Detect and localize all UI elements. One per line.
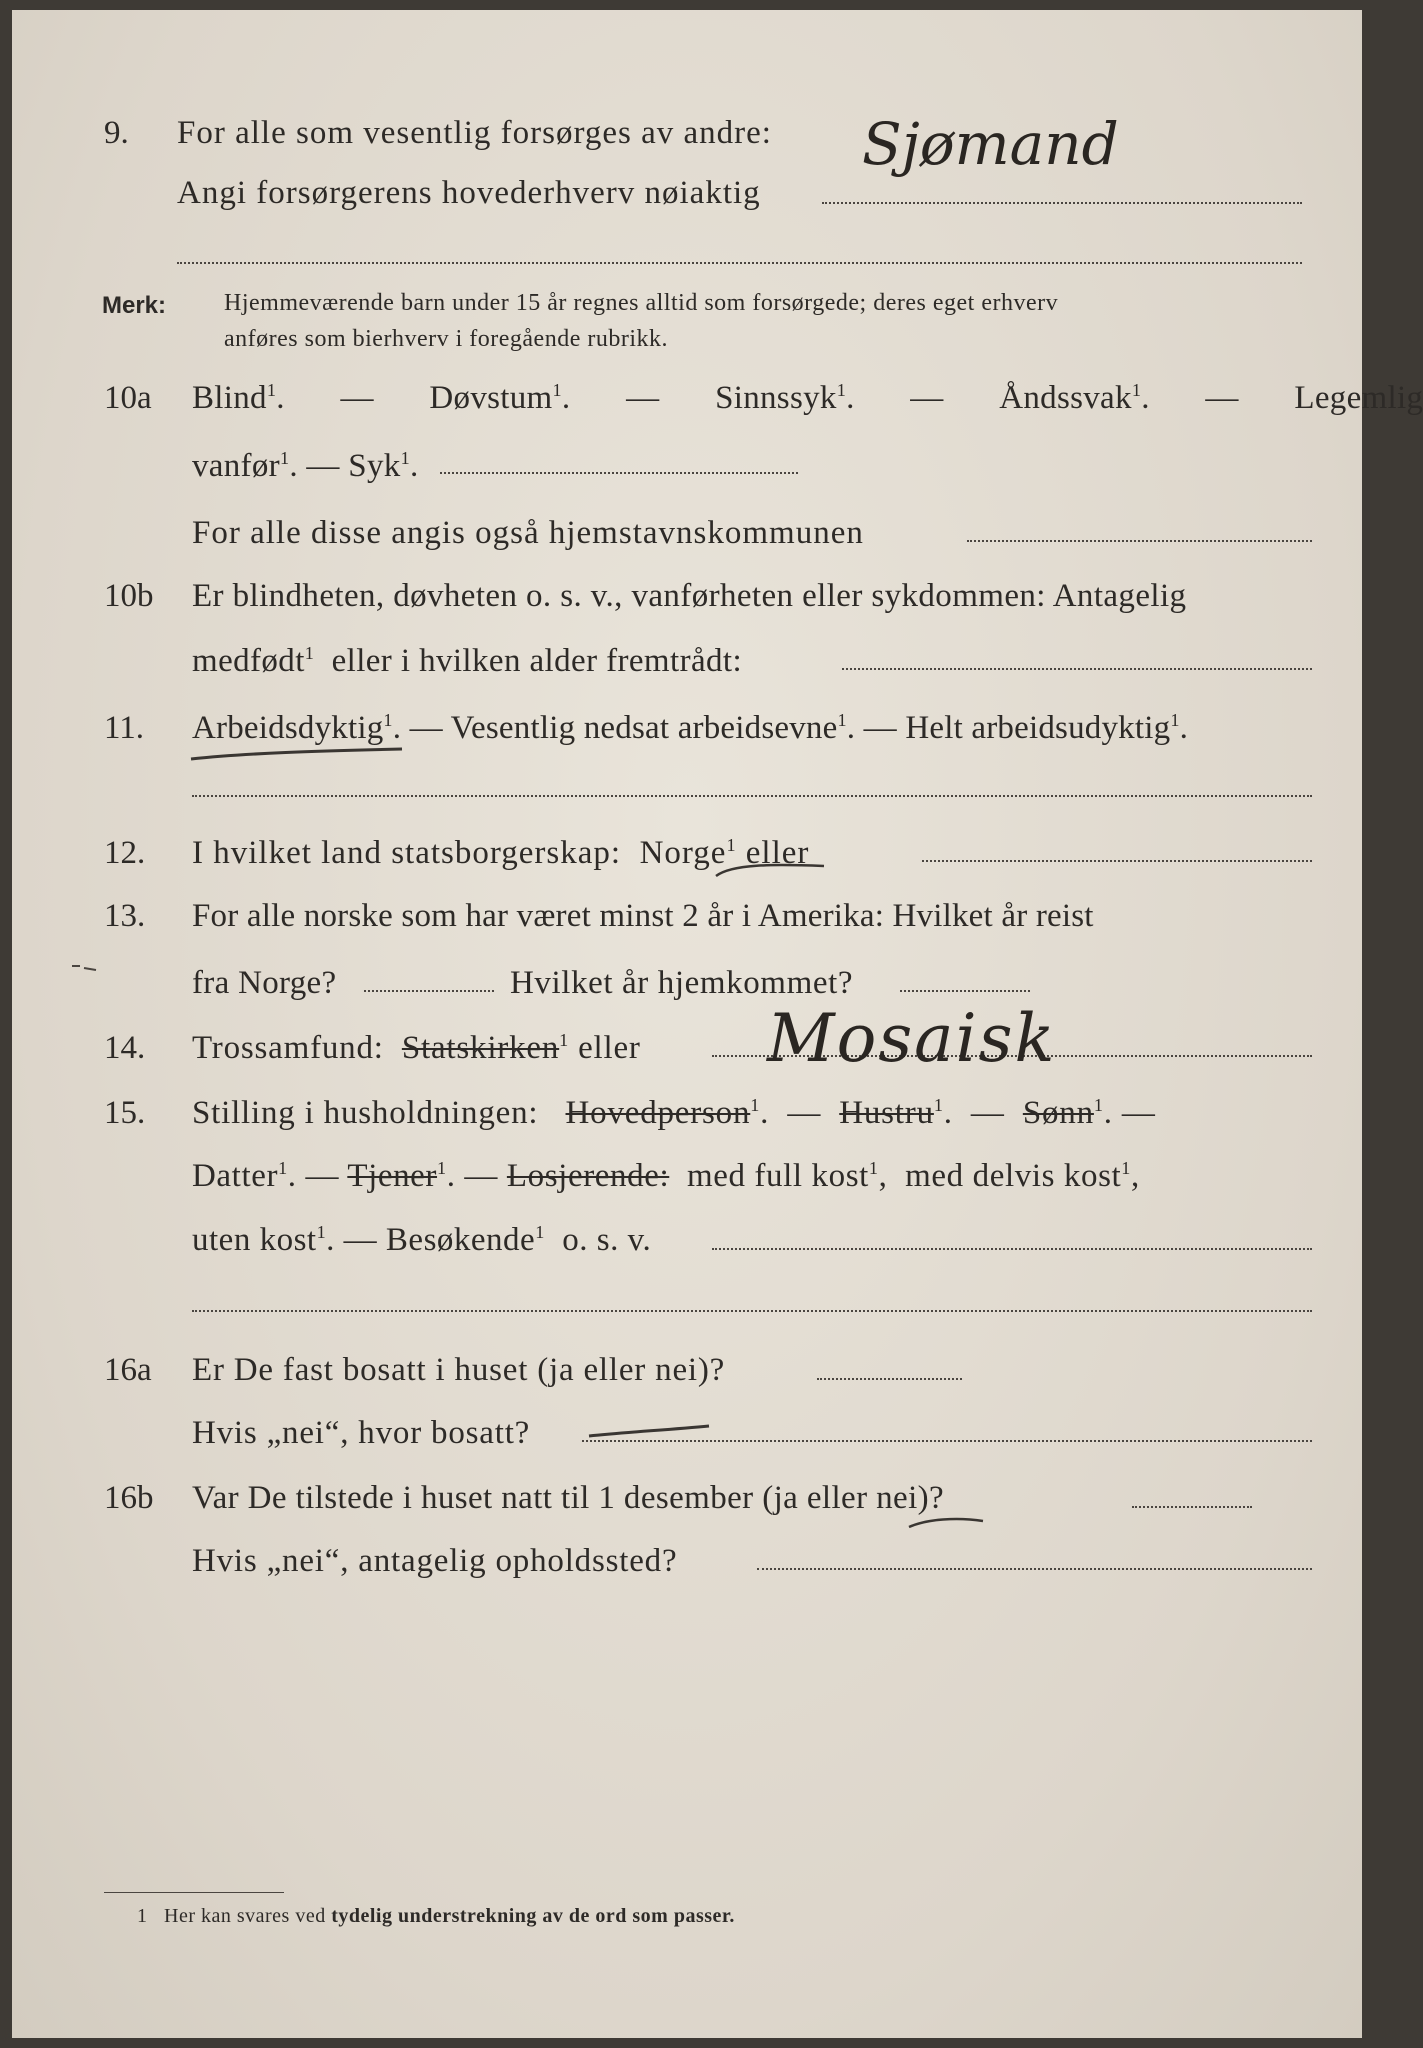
hovedperson-option: Hovedperson — [565, 1095, 751, 1131]
q9-extra-line — [177, 262, 1302, 264]
q16b-line1: Var De tilstede i huset natt til 1 desember (ja eller nei)? — [192, 1480, 945, 1516]
q16a-line2: Hvis „nei“, hvor bosatt? — [192, 1415, 531, 1451]
sonn-option: Sønn — [1022, 1095, 1094, 1131]
blind-option: Blind — [192, 380, 267, 416]
norge-underline — [712, 860, 832, 880]
q10a-line1: Blind$^1$. — Døvstum$^1$. — Sinnssyk$^1$. — Åndssvak$^1$. — Legemlig — [192, 380, 1423, 416]
q16a-bosatt-line — [582, 1440, 1312, 1442]
q14-line1: Trossamfund: Statskirken$^1$ eller — [192, 1030, 641, 1066]
q16b-number: 16b — [104, 1480, 154, 1516]
q10b-number: 10b — [104, 578, 154, 614]
q15-number: 15. — [104, 1095, 146, 1131]
q11-extra-line — [192, 795, 1312, 797]
medfodt-option: medfødt — [192, 643, 305, 679]
q12-answer-line — [922, 860, 1312, 862]
q12-line1: I hvilket land statsborgerskap: Norge$^1$ eller — [192, 835, 810, 871]
q15-line2: Datter$^1$. — Tjener$^1$. — Losjerende: med full kost$^1$, med delvis kost$^1$, — [192, 1158, 1140, 1194]
q13-hjem-line — [900, 990, 1030, 992]
margin-mark — [70, 960, 100, 974]
q13-line1: For alle norske som har været minst 2 år i Amerika: Hvilket år reist — [192, 898, 1094, 934]
census-form-page — [12, 10, 1423, 2038]
q15-extra-line — [192, 1310, 1312, 1312]
q14-handwritten-answer: Mosaisk — [767, 1000, 1057, 1077]
footnote-rule — [104, 1892, 284, 1893]
q13-number: 13. — [104, 898, 146, 934]
q10a-hjemstavn-line — [967, 540, 1312, 542]
q13-hjem-label: Hvilket år hjemkommet? — [510, 965, 854, 1001]
q13-fra-label: fra Norge? — [192, 965, 337, 1001]
q16a-line1: Er De fast bosatt i huset (ja eller nei)? — [192, 1352, 726, 1388]
q14-number: 14. — [104, 1030, 146, 1066]
q10a-line3: For alle disse angis også hjemstavnskommunen — [192, 515, 864, 551]
q10b-answer-line — [842, 668, 1312, 670]
q10a-line2: vanfør$^1$. — Syk$^1$. — [192, 448, 419, 484]
udyktig-option: Helt arbeidsudyktig — [905, 710, 1171, 746]
q16a-number: 16a — [104, 1352, 152, 1388]
merk-line1: Hjemmeværende barn under 15 år regnes alltid som forsørgede; deres eget erhverv — [224, 290, 1059, 316]
q15-line1: Stilling i husholdningen: Hovedperson$^1$. — Hustru$^1$. — Sønn$^1$. — — [192, 1095, 1156, 1131]
q15-answer-line — [712, 1248, 1312, 1250]
nedsat-option: Vesentlig nedsat arbeidsevne — [450, 710, 838, 746]
q13-fra-line — [364, 990, 494, 992]
q16b-answer-line — [1132, 1506, 1252, 1508]
tjener-option: Tjener — [347, 1158, 438, 1194]
uten-kost-option: uten kost — [192, 1222, 317, 1258]
q9-number: 9. — [104, 115, 129, 151]
merk-line2: anføres som bierhverv i foregående rubrikk. — [224, 326, 669, 352]
dovstum-option: Døvstum — [429, 380, 553, 416]
besokende-option: Besøkende — [385, 1222, 536, 1258]
full-kost-option: med full kost — [686, 1158, 869, 1194]
q15-line3: uten kost$^1$. — Besøkende$^1$ o. s. v. — [192, 1222, 652, 1258]
ja-underline — [907, 1515, 987, 1531]
arbeidsdyktig-option: Arbeidsdyktig — [192, 710, 384, 746]
q12-number: 12. — [104, 835, 146, 871]
q16b-line2: Hvis „nei“, antagelig opholdssted? — [192, 1543, 678, 1579]
q9-handwritten-answer: Sjømand — [862, 110, 1119, 178]
q11-number: 11. — [104, 710, 145, 746]
q16b-opholdssted-line — [757, 1568, 1312, 1570]
q10a-syk-line — [440, 472, 798, 474]
q11-line1: Arbeidsdyktig$^1$. — Vesentlig nedsat arbeidsevne$^1$. — Helt arbeidsudyktig$^1$. — [192, 710, 1189, 746]
merk-label: Merk: — [102, 292, 167, 319]
arbeidsdyktig-underline — [187, 745, 407, 765]
statskirken-option: Statskirken — [401, 1030, 560, 1066]
andssvak-option: Åndssvak — [999, 380, 1132, 416]
q10b-line1: Er blindheten, døvheten o. s. v., vanførheten eller sykdommen: Antagelig — [192, 578, 1187, 614]
vanfor-option: vanfør — [192, 448, 280, 484]
q10b-line2: medfødt$^1$ eller i hvilken alder fremtrådt: — [192, 643, 743, 679]
datter-option: Datter — [192, 1158, 279, 1194]
q9-line2: Angi forsørgerens hovederhverv nøiaktig — [177, 175, 761, 211]
syk-option: Syk — [348, 448, 401, 484]
legemlig-option: Legemlig — [1294, 380, 1423, 416]
q9-answer-line — [822, 202, 1302, 204]
q16a-pen-stroke — [587, 1420, 717, 1440]
footnote: 1 Her kan svares ved tydelig understrekning av de ord som passer. — [137, 1905, 735, 1927]
hustru-option: Hustru — [839, 1095, 934, 1131]
q10a-number: 10a — [104, 380, 152, 416]
delvis-kost-option: med delvis kost — [905, 1158, 1122, 1194]
q9-line1: For alle som vesentlig forsørges av andre: — [177, 115, 772, 151]
sinnssyk-option: Sinnssyk — [715, 380, 837, 416]
losjerende-option: Losjerende: — [506, 1158, 670, 1194]
q16a-answer-line — [817, 1378, 962, 1380]
norge-option: Norge — [639, 835, 727, 871]
